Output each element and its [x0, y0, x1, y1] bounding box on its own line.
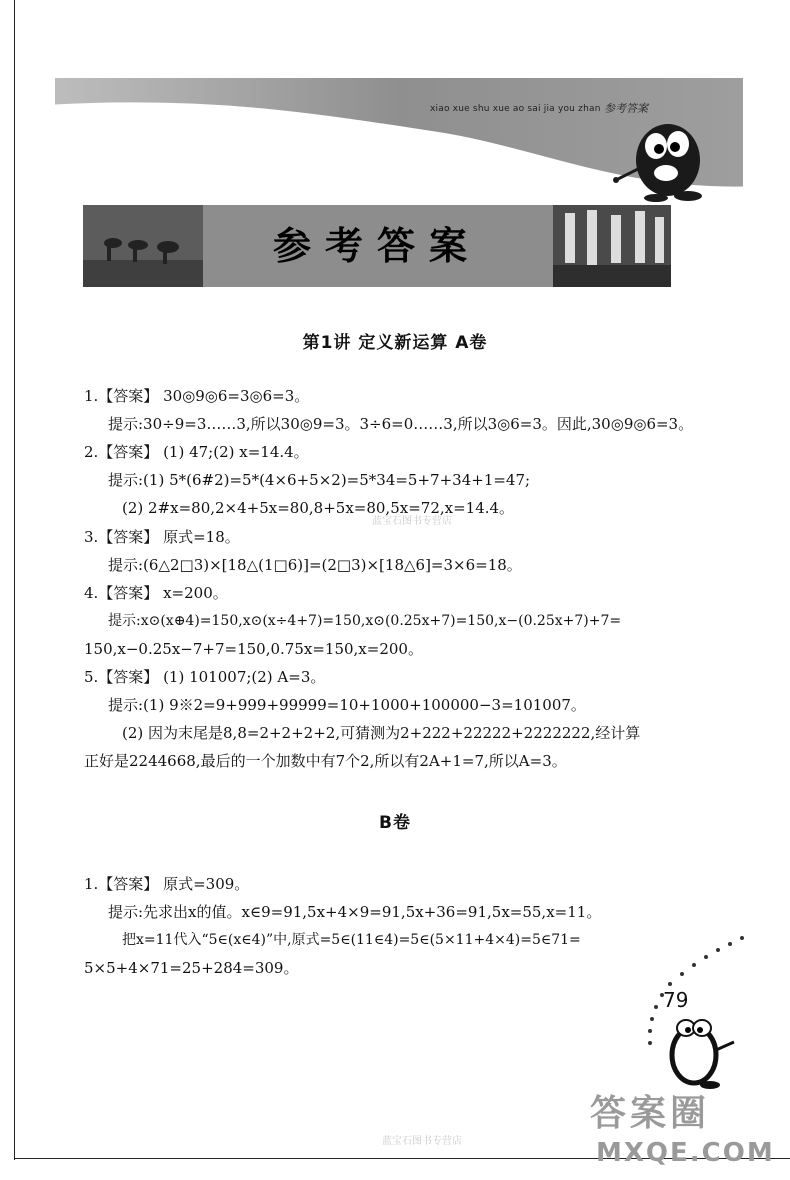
hint-a4-cont: 150,x−0.25x−7+7=150,0.75x=150,x=200。 [84, 640, 423, 658]
mascot-top-icon [606, 108, 716, 203]
site-watermark-cn: 答案圈 [590, 1093, 711, 1134]
hint-b1-cont: 5×5+4×71=25+284=309。 [84, 959, 299, 977]
hint-a2-part2: (2) 2#x=80,2×4+5x=80,8+5x=80,5x=72,x=14.4。 [122, 499, 515, 517]
mascot-bottom-icon [654, 1010, 744, 1090]
header-section-label: 参考答案 [604, 102, 648, 115]
hint-a5-part2: (2) 因为末尾是8,8=2+2+2+2,可猜测为2+222+22222+2222222,经计算 [122, 724, 641, 742]
header-pinyin: xiao xue shu xue ao sai jia you zhan [430, 104, 601, 114]
section-a-title: 第1讲 定义新运算 A卷 [302, 333, 488, 353]
answer-a1: 1.【答案】 30◎9◎6=3◎6=3。 [84, 387, 310, 405]
title-banner [83, 205, 671, 287]
answer-a3: 3.【答案】 原式=18。 [84, 528, 240, 546]
hint-a5-cont: 正好是2244668,最后的一个加数中有7个2,所以有2A+1=7,所以A=3。 [84, 752, 567, 770]
answer-a5: 5.【答案】 (1) 101007;(2) A=3。 [84, 668, 326, 686]
section-b-title: B卷 [379, 813, 411, 833]
site-watermark-url: MXQE.COM [596, 1138, 775, 1168]
hint-b1-part2: 把x=11代入“5∈(x∈4)”中,原式=5∈(11∈4)=5∈(5×11+4×4)=5∈71= [122, 932, 581, 948]
hint-a4: 提示:x⊙(x⊕4)=150,x⊙(x÷4+7)=150,x⊙(0.25x+7)=150,x−(0.25x+7)+7= [108, 613, 622, 629]
banner-title: 参考答案 [272, 224, 481, 268]
hint-a5: 提示:(1) 9※2=9+999+99999=10+1000+100000−3=101007。 [108, 696, 586, 714]
answer-a4: 4.【答案】 x=200。 [84, 584, 228, 602]
hint-a2: 提示:(1) 5*(6#2)=5*(4×6+5×2)=5*34=5+7+34+1=47; [108, 471, 531, 489]
shop-watermark-bottom: 蓝宝石图书专营店 [382, 1136, 462, 1147]
hint-a1: 提示:30÷9=3……3,所以30◎9=3。3÷6=0……3,所以3◎6=3。因此,30◎9◎6=3。 [108, 415, 694, 433]
shop-watermark-mid: 蓝宝石图书专营店 [372, 516, 452, 527]
hint-b1: 提示:先求出x的值。x∈9=91,5x+4×9=91,5x+36=91,5x=55,x=11。 [108, 903, 602, 921]
answer-b1: 1.【答案】 原式=309。 [84, 875, 250, 893]
page-frame-left [14, 0, 15, 1160]
answer-a2: 2.【答案】 (1) 47;(2) x=14.4。 [84, 443, 309, 461]
hint-a3: 提示:(6△2□3)×[18△(1□6)]=(2□3)×[18△6]=3×6=18。 [108, 556, 522, 574]
page-number: 79 [663, 988, 689, 1012]
